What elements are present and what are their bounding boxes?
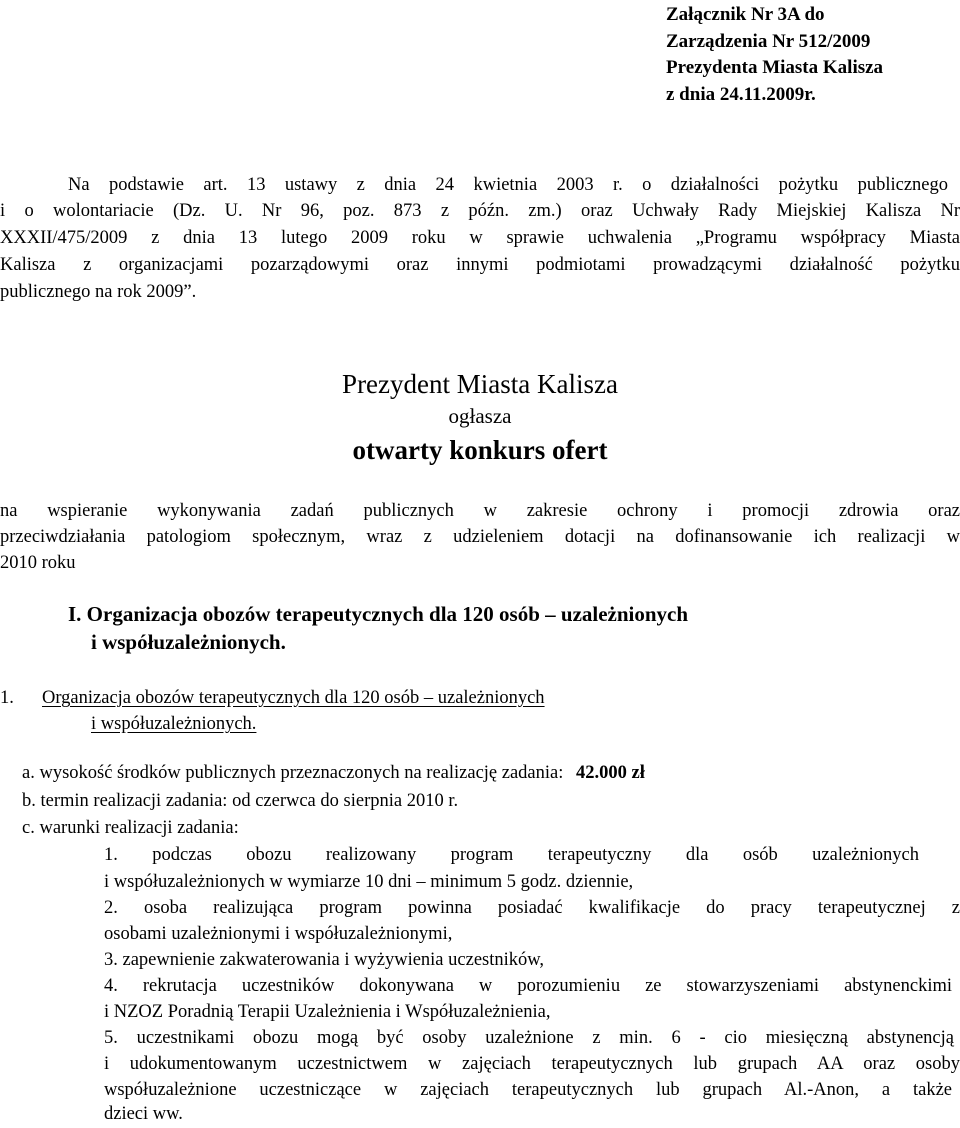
heading-verb: ogłasza	[448, 404, 512, 428]
scope-line: przeciwdziałania patologiom społecznym, wraz z udzieleniem dotacji na dofinansowanie ich realizacji w	[0, 527, 960, 547]
section-heading-cont: i współuzależnionych.	[91, 630, 286, 654]
task-budget-label: a. wysokość środków publicznych przeznaczonych na realizację zadania:	[22, 763, 564, 783]
paragraph-line: Na podstawie art. 13 ustawy z dnia 24 kwietnia 2003 r. o działalności pożytku publicznego	[68, 175, 948, 195]
condition-line: współuzależnione uczestniczące w zajęciach terapeutycznych lub grupach Al.-Anon, a także	[104, 1080, 952, 1100]
paragraph-line: i o wolontariacie (Dz. U. Nr 96, poz. 873 z późn. zm.) oraz Uchwały Rady Miejskiej Kalisza Nr	[0, 201, 960, 221]
task-deadline: b. termin realizacji zadania: od czerwca do sierpnia 2010 r.	[22, 791, 459, 811]
condition-line: dzieci ww.	[104, 1104, 183, 1124]
page-title: Prezydent Miasta Kalisza	[342, 369, 618, 399]
paragraph-line: publicznego na rok 2009”.	[0, 282, 197, 302]
task-number: 1.	[0, 688, 14, 708]
annex-line: Prezydenta Miasta Kalisza	[666, 57, 884, 78]
task-title-cont: i współuzależnionych.	[91, 714, 257, 734]
task-title: Organizacja obozów terapeutycznych dla 120 osób – uzależnionych	[42, 688, 545, 708]
task-budget	[22, 760, 645, 787]
section-heading: I. Organizacja obozów terapeutycznych dla 120 osób – uzależnionych	[68, 602, 689, 626]
heading-subject: otwarty konkurs ofert	[352, 435, 608, 465]
condition-line: i udokumentowanym uczestnictwem w zajęciach terapeutycznych lub grupach AA oraz osoby	[104, 1054, 960, 1074]
condition-line: 5. uczestnikami obozu mogą być osoby uzależnione z min. 6 - cio miesięczną abstynencją	[104, 1028, 954, 1048]
condition-line: osobami uzależnionymi i współuzależnionymi,	[104, 924, 453, 944]
condition-line: 2. osoba realizująca program powinna posiadać kwalifikacje do pracy terapeutycznej z	[104, 898, 960, 918]
condition-line: i NZOZ Poradnią Terapii Uzależnienia i Współuzależnienia,	[104, 1002, 551, 1022]
annex-header	[666, 2, 883, 108]
annex-line: Załącznik Nr 3A do	[666, 4, 825, 25]
paragraph-line: XXXII/475/2009 z dnia 13 lutego 2009 roku w sprawie uchwalenia „Programu współpracy Miasta	[0, 228, 960, 248]
condition-line: 4. rekrutacja uczestników dokonywana w porozumieniu ze stowarzyszeniami abstynenckimi	[104, 976, 952, 996]
scope-line: na wspieranie wykonywania zadań publicznych w zakresie ochrony i promocji zdrowia oraz	[0, 501, 960, 521]
condition-line: i współuzależnionych w wymiarze 10 dni – minimum 5 godz. dziennie,	[104, 872, 634, 892]
annex-line: Zarządzenia Nr 512/2009	[666, 30, 871, 52]
paragraph-line: Kalisza z organizacjami pozarządowymi oraz innymi podmiotami prowadzącymi działalność pożytku	[0, 255, 960, 275]
annex-line: z dnia 24.11.2009r.	[666, 83, 816, 105]
task-conditions-label: c. warunki realizacji zadania:	[22, 818, 239, 838]
task-budget-amount: 42.000 zł	[576, 763, 645, 783]
scope-line: 2010 roku	[0, 553, 76, 573]
condition-line: 1. podczas obozu realizowany program terapeutyczny dla osób uzależnionych	[104, 845, 919, 865]
condition-line: 3. zapewnienie zakwaterowania i wyżywienia uczestników,	[104, 950, 545, 970]
